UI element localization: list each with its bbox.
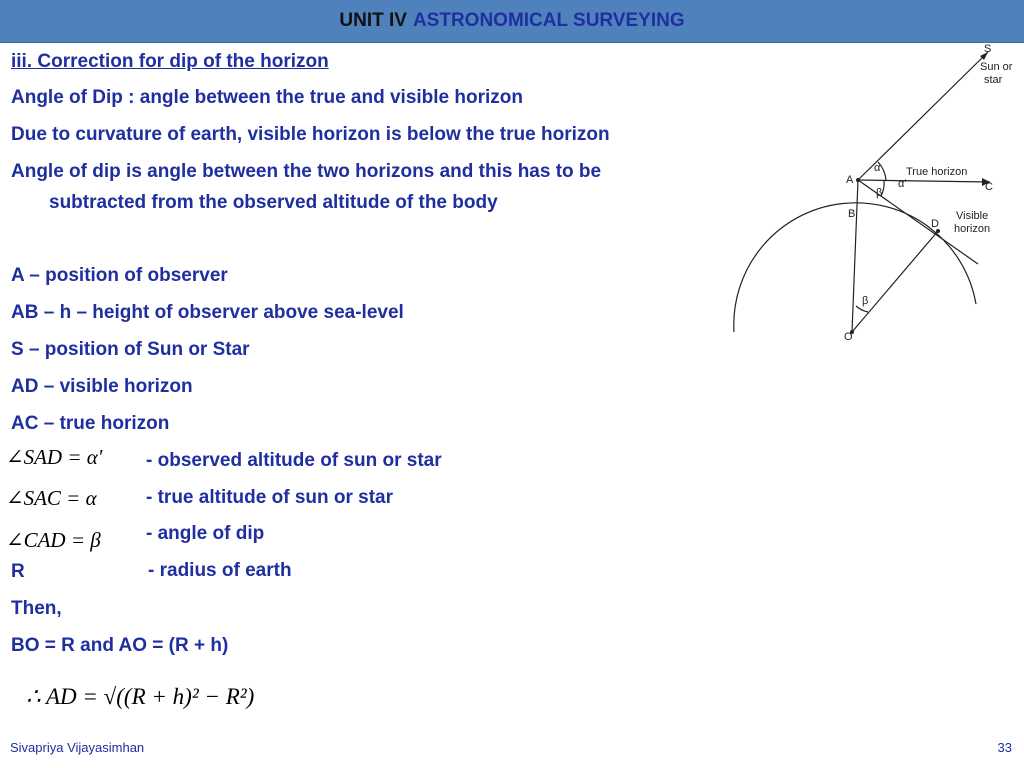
text-line: AC – true horizon xyxy=(11,413,170,434)
label-true-horizon: True horizon xyxy=(906,166,968,178)
label-a: A xyxy=(846,174,854,186)
label-alpha-prime: α' xyxy=(898,178,907,190)
text-line: Due to curvature of earth, visible horizon is below the true horizon xyxy=(11,124,610,145)
text-line: S – position of Sun or Star xyxy=(11,339,250,360)
footer-page-number: 33 xyxy=(997,740,1012,755)
text-line: Angle of Dip : angle between the true and visible horizon xyxy=(11,87,523,108)
dip-diagram xyxy=(728,42,1024,342)
label-o: O xyxy=(844,331,853,342)
equation-sad: ∠SAD = α' xyxy=(6,445,103,469)
label-b: B xyxy=(848,208,856,220)
relation-text: BO = R and AO = (R + h) xyxy=(11,635,229,656)
text-line: A – position of observer xyxy=(11,265,228,286)
dip-diagram-svg xyxy=(728,42,1024,342)
label-beta: β xyxy=(876,187,883,199)
label-star: star xyxy=(984,74,1003,86)
label-sun: Sun or xyxy=(980,61,1013,73)
text-line: subtracted from the observed altitude of the body xyxy=(49,192,498,213)
equation-cad: ∠CAD = β xyxy=(6,528,101,552)
equation-sad-desc: - observed altitude of sun or star xyxy=(146,450,442,471)
result-formula: ∴ AD = √((R + h)² − R²) xyxy=(26,684,255,709)
equation-sac: ∠SAC = α xyxy=(6,486,97,510)
label-visible-horizon: horizon xyxy=(954,223,991,235)
label-s: S xyxy=(984,43,992,55)
title-topic: ASTRONOMICAL SURVEYING xyxy=(412,10,685,31)
text-line: AD – visible horizon xyxy=(11,376,193,397)
line-od xyxy=(852,231,938,332)
r-desc: - radius of earth xyxy=(148,560,292,581)
text-line: Angle of dip is angle between the two horizons and this has to be xyxy=(11,161,602,182)
line-ac xyxy=(858,180,990,182)
line-as xyxy=(858,52,988,180)
section-subtitle: iii. Correction for dip of the horizon xyxy=(11,51,329,72)
text-line: AB – h – height of observer above sea-level xyxy=(11,302,404,323)
label-d: D xyxy=(931,218,939,230)
slide-title xyxy=(0,0,1024,43)
label-alpha: α xyxy=(874,162,881,174)
label-beta-o: β xyxy=(862,295,869,307)
point-a xyxy=(856,178,860,182)
footer-author: Sivapriya Vijayasimhan xyxy=(10,740,145,755)
label-visible: Visible xyxy=(956,210,989,222)
equation-cad-desc: - angle of dip xyxy=(146,523,265,544)
equation-sac-desc: - true altitude of sun or star xyxy=(146,487,394,508)
r-symbol: R xyxy=(11,561,25,582)
title-unit: UNIT IV xyxy=(339,10,407,31)
label-c: C xyxy=(985,181,993,193)
then-text: Then, xyxy=(11,598,62,619)
